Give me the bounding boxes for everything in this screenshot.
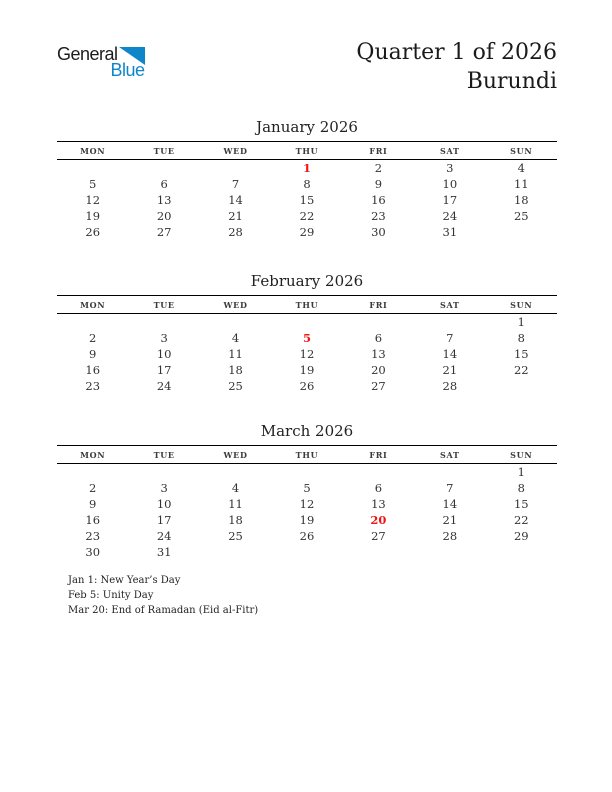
weekday-header: SAT [440,300,460,310]
day-cell: 21 [442,513,458,527]
empty-day-cell [200,160,271,177]
day-cell: 14 [228,193,243,207]
day-cell: 23 [85,379,101,393]
day-cell: 27 [156,225,172,239]
day-cell: 9 [89,497,97,511]
weekday-header: WED [223,146,248,156]
day-cell: 1 [517,315,525,329]
empty-day-cell [271,464,342,481]
day-cell: 9 [374,177,383,191]
day-cell: 11 [513,177,529,191]
day-cell: 27 [371,529,386,543]
empty-day-cell [128,160,199,177]
empty-day-cell [57,160,128,177]
empty-day-cell [128,464,199,481]
day-cell: 8 [517,481,525,495]
day-cell: 6 [374,481,383,495]
day-cell: 12 [299,347,315,361]
day-cell: 15 [513,497,529,511]
empty-day-cell [343,314,414,331]
day-cell: 5 [303,481,311,495]
month-grid-head [57,446,557,464]
day-cell: 19 [85,209,101,223]
weekday-header: MON [80,450,106,460]
day-cell: 17 [156,513,172,527]
week-row [57,362,557,378]
day-cell: 27 [371,379,386,393]
month-grid-head [57,142,557,160]
day-cell: 2 [89,481,97,495]
day-cell: 18 [228,513,243,527]
day-cell: 22 [299,209,315,223]
empty-day-cell [271,314,342,331]
month-grid [57,141,557,240]
empty-day-cell [271,544,342,560]
day-cell: 9 [89,347,97,361]
holiday-footnotes [57,573,557,618]
weekday-row [57,142,557,160]
day-cell: 12 [299,497,315,511]
day-cell: 5 [89,177,97,191]
day-cell: 6 [160,177,168,191]
week-row [57,528,557,544]
logo-text-general: General [57,44,118,64]
week-row [57,480,557,496]
day-cell: 8 [303,177,311,191]
day-cell: 26 [299,529,315,543]
day-cell: 4 [517,161,525,175]
day-cell: 4 [231,331,240,345]
day-cell: 22 [513,363,529,377]
day-cell: 3 [446,161,454,175]
day-cell: 20 [156,209,172,223]
day-cell: 20 [371,363,386,377]
week-row [57,160,557,177]
week-row [57,330,557,346]
week-row [57,544,557,560]
day-cell: 31 [156,545,172,559]
footnote-feb: Feb 5: Unity Day [68,590,154,601]
day-cell: 12 [85,193,101,207]
weekday-header: FRI [369,450,388,460]
weekday-row [57,446,557,464]
day-cell: 28 [442,529,458,543]
month-title: March 2026 [260,422,354,440]
day-cell: 7 [231,177,240,191]
week-row [57,192,557,208]
month-title: January 2026 [256,118,358,136]
weekday-header: MON [80,146,106,156]
day-cell: 25 [228,379,243,393]
day-cell: 26 [85,225,101,239]
day-cell: 8 [517,331,525,345]
week-row [57,464,557,481]
month-title: February 2026 [250,272,364,290]
logo-text-blue: Blue [110,60,145,80]
day-cell: 4 [231,481,240,495]
weekday-header: SAT [440,146,460,156]
day-cell: 5 [302,331,311,345]
weekday-header: THU [295,300,319,310]
weekday-header: TUE [153,146,175,156]
day-cell: 28 [228,225,243,239]
months [57,117,557,560]
weekday-header: TUE [153,300,175,310]
weekday-header: SAT [440,450,460,460]
day-cell: 22 [513,513,529,527]
day-cell: 11 [228,497,243,511]
empty-day-cell [57,314,128,331]
day-cell: 23 [85,529,101,543]
empty-day-cell [414,544,485,560]
document-title-line2: Burundi [466,69,557,94]
week-row [57,224,557,240]
day-cell: 3 [160,481,168,495]
day-cell: 26 [299,379,315,393]
day-cell: 1 [517,465,525,479]
day-cell: 18 [513,193,529,207]
month-section [57,117,557,240]
day-cell: 15 [299,193,315,207]
weekday-header: WED [223,450,248,460]
empty-day-cell [414,314,485,331]
weekday-row [57,296,557,314]
week-row [57,208,557,224]
week-row [57,176,557,192]
week-row [57,378,557,394]
day-cell: 25 [228,529,243,543]
document-title [356,38,557,96]
empty-day-cell [128,314,199,331]
day-cell: 14 [442,347,458,361]
month-body [57,464,557,561]
day-cell: 14 [442,497,458,511]
weekday-header: MON [80,300,106,310]
document-title-line1: Quarter 1 of 2026 [356,40,557,65]
month-grid [57,295,557,394]
day-cell: 2 [89,331,97,345]
empty-day-cell [200,544,271,560]
month-body [57,160,557,241]
month-body [57,314,557,395]
day-cell: 17 [156,363,172,377]
day-cell: 30 [371,225,386,239]
empty-day-cell [486,378,557,394]
weekday-header: WED [223,300,248,310]
day-cell: 18 [228,363,243,377]
empty-day-cell [486,224,557,240]
empty-day-cell [200,314,271,331]
day-cell: 10 [442,177,458,191]
day-cell: 31 [442,225,458,239]
day-cell: 15 [513,347,529,361]
page-header [57,38,557,100]
empty-day-cell [57,464,128,481]
weekday-header: THU [295,450,319,460]
day-cell: 23 [371,209,386,223]
week-row [57,346,557,362]
weekday-header: THU [295,146,319,156]
day-cell: 28 [442,379,458,393]
weekday-header: TUE [153,450,175,460]
week-row [57,512,557,528]
general-blue-logo [57,44,145,78]
week-row [57,314,557,331]
day-cell: 1 [302,161,311,175]
day-cell: 21 [442,363,458,377]
day-cell: 10 [156,347,172,361]
day-cell: 29 [513,529,529,543]
empty-day-cell [343,544,414,560]
day-cell: 10 [156,497,172,511]
day-cell: 19 [299,513,315,527]
day-cell: 19 [299,363,315,377]
weekday-header: SUN [510,300,533,310]
day-cell: 24 [442,209,458,223]
day-cell: 13 [371,497,386,511]
day-cell: 29 [299,225,315,239]
month-grid-head [57,296,557,314]
empty-day-cell [414,464,485,481]
day-cell: 16 [371,193,386,207]
day-cell: 16 [85,363,101,377]
empty-day-cell [343,464,414,481]
day-cell: 25 [513,209,529,223]
day-cell: 7 [446,331,454,345]
weekday-header: FRI [369,300,388,310]
weekday-header: FRI [369,146,388,156]
day-cell: 13 [156,193,172,207]
empty-day-cell [200,464,271,481]
day-cell: 11 [228,347,243,361]
month-grid [57,445,557,560]
day-cell: 6 [374,331,383,345]
month-section [57,421,557,560]
weekday-header: SUN [510,450,533,460]
day-cell: 30 [85,545,101,559]
month-section [57,271,557,394]
day-cell: 24 [156,529,172,543]
footnote-jan: Jan 1: New Year’s Day [68,575,181,586]
week-row [57,496,557,512]
footnote-mar: Mar 20: End of Ramadan (Eid al-Fitr) [68,605,259,616]
empty-day-cell [486,544,557,560]
day-cell: 24 [156,379,172,393]
day-cell: 7 [446,481,454,495]
weekday-header: SUN [510,146,533,156]
day-cell: 3 [160,331,168,345]
day-cell: 2 [374,161,383,175]
day-cell: 16 [85,513,101,527]
day-cell: 21 [228,209,243,223]
day-cell: 20 [370,513,387,527]
day-cell: 13 [371,347,386,361]
day-cell: 17 [442,193,458,207]
